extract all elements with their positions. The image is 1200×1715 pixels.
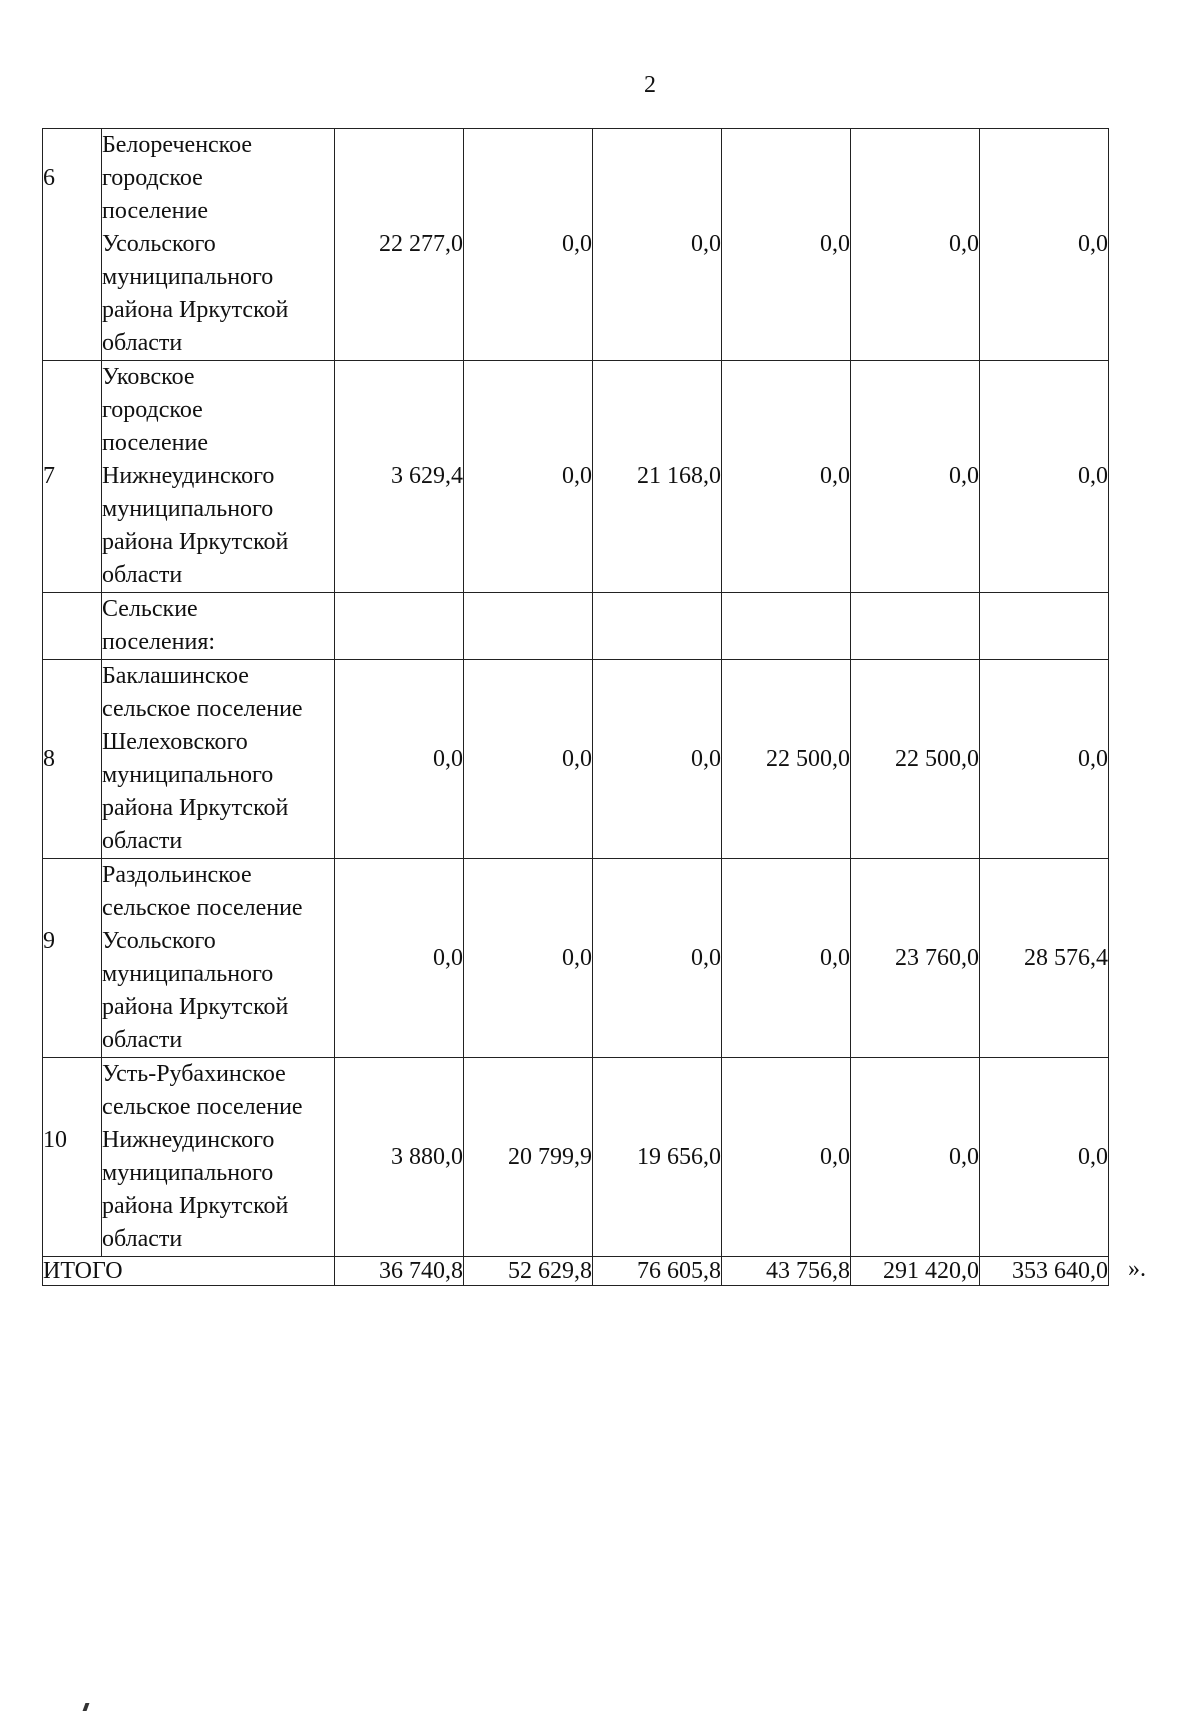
value-cell: 22 500,0 bbox=[722, 660, 851, 859]
total-row bbox=[43, 1257, 1109, 1286]
total-value: 43 756,8 bbox=[722, 1257, 851, 1286]
value-cell: 0,0 bbox=[593, 859, 722, 1058]
value-cell: 23 760,0 bbox=[851, 859, 980, 1058]
row-number bbox=[43, 593, 102, 660]
row-number: 9 bbox=[43, 859, 102, 1058]
value-cell bbox=[464, 593, 593, 660]
value-cell: 0,0 bbox=[851, 129, 980, 361]
scan-speck bbox=[83, 1703, 90, 1711]
total-value: 353 640,0 bbox=[980, 1257, 1109, 1286]
table-row bbox=[43, 129, 1109, 361]
value-cell: 0,0 bbox=[980, 361, 1109, 593]
value-cell: 0,0 bbox=[722, 1058, 851, 1257]
settlement-name: Баклашинское сельское поселение Шелеховского муниципального района Иркутской области bbox=[102, 660, 335, 859]
total-value: 76 605,8 bbox=[593, 1257, 722, 1286]
value-cell: 0,0 bbox=[464, 859, 593, 1058]
total-value: 291 420,0 bbox=[851, 1257, 980, 1286]
value-cell: 0,0 bbox=[851, 1058, 980, 1257]
value-cell bbox=[980, 593, 1109, 660]
table-row bbox=[43, 1058, 1109, 1257]
settlement-name: Белореченское городское поселение Усольского муниципального района Иркутской области bbox=[102, 129, 335, 361]
table-row bbox=[43, 593, 1109, 660]
value-cell: 0,0 bbox=[851, 361, 980, 593]
value-cell: 3 629,4 bbox=[335, 361, 464, 593]
value-cell: 22 277,0 bbox=[335, 129, 464, 361]
table-row bbox=[43, 859, 1109, 1058]
total-label: ИТОГО bbox=[43, 1257, 335, 1286]
value-cell: 0,0 bbox=[593, 660, 722, 859]
row-number: 8 bbox=[43, 660, 102, 859]
total-value: 36 740,8 bbox=[335, 1257, 464, 1286]
section-label: Сельские поселения: bbox=[102, 593, 335, 660]
settlement-name: Раздольинское сельское поселение Усольского муниципального района Иркутской области bbox=[102, 859, 335, 1058]
settlement-name: Уковское городское поселение Нижнеудинского муниципального района Иркутской области bbox=[102, 361, 335, 593]
value-cell: 0,0 bbox=[722, 361, 851, 593]
value-cell: 21 168,0 bbox=[593, 361, 722, 593]
table-row bbox=[43, 660, 1109, 859]
value-cell: 0,0 bbox=[722, 859, 851, 1058]
page-number: 2 bbox=[644, 72, 656, 98]
value-cell bbox=[335, 593, 464, 660]
value-cell: 0,0 bbox=[335, 660, 464, 859]
value-cell bbox=[722, 593, 851, 660]
value-cell: 0,0 bbox=[464, 361, 593, 593]
row-number: 10 bbox=[43, 1058, 102, 1257]
data-table bbox=[42, 128, 1109, 1286]
value-cell: 0,0 bbox=[980, 129, 1109, 361]
row-number: 6 bbox=[43, 129, 102, 361]
value-cell: 28 576,4 bbox=[980, 859, 1109, 1058]
closing-quote: ». bbox=[1128, 1256, 1146, 1282]
value-cell: 3 880,0 bbox=[335, 1058, 464, 1257]
settlement-name: Усть-Рубахинское сельское поселение Нижнеудинского муниципального района Иркутской области bbox=[102, 1058, 335, 1257]
value-cell bbox=[593, 593, 722, 660]
total-value: 52 629,8 bbox=[464, 1257, 593, 1286]
row-number: 7 bbox=[43, 361, 102, 593]
value-cell bbox=[851, 593, 980, 660]
value-cell: 0,0 bbox=[464, 129, 593, 361]
value-cell: 19 656,0 bbox=[593, 1058, 722, 1257]
value-cell: 0,0 bbox=[722, 129, 851, 361]
value-cell: 0,0 bbox=[980, 1058, 1109, 1257]
value-cell: 0,0 bbox=[464, 660, 593, 859]
value-cell: 20 799,9 bbox=[464, 1058, 593, 1257]
value-cell: 0,0 bbox=[335, 859, 464, 1058]
value-cell: 0,0 bbox=[593, 129, 722, 361]
table-row bbox=[43, 361, 1109, 593]
value-cell: 22 500,0 bbox=[851, 660, 980, 859]
value-cell: 0,0 bbox=[980, 660, 1109, 859]
